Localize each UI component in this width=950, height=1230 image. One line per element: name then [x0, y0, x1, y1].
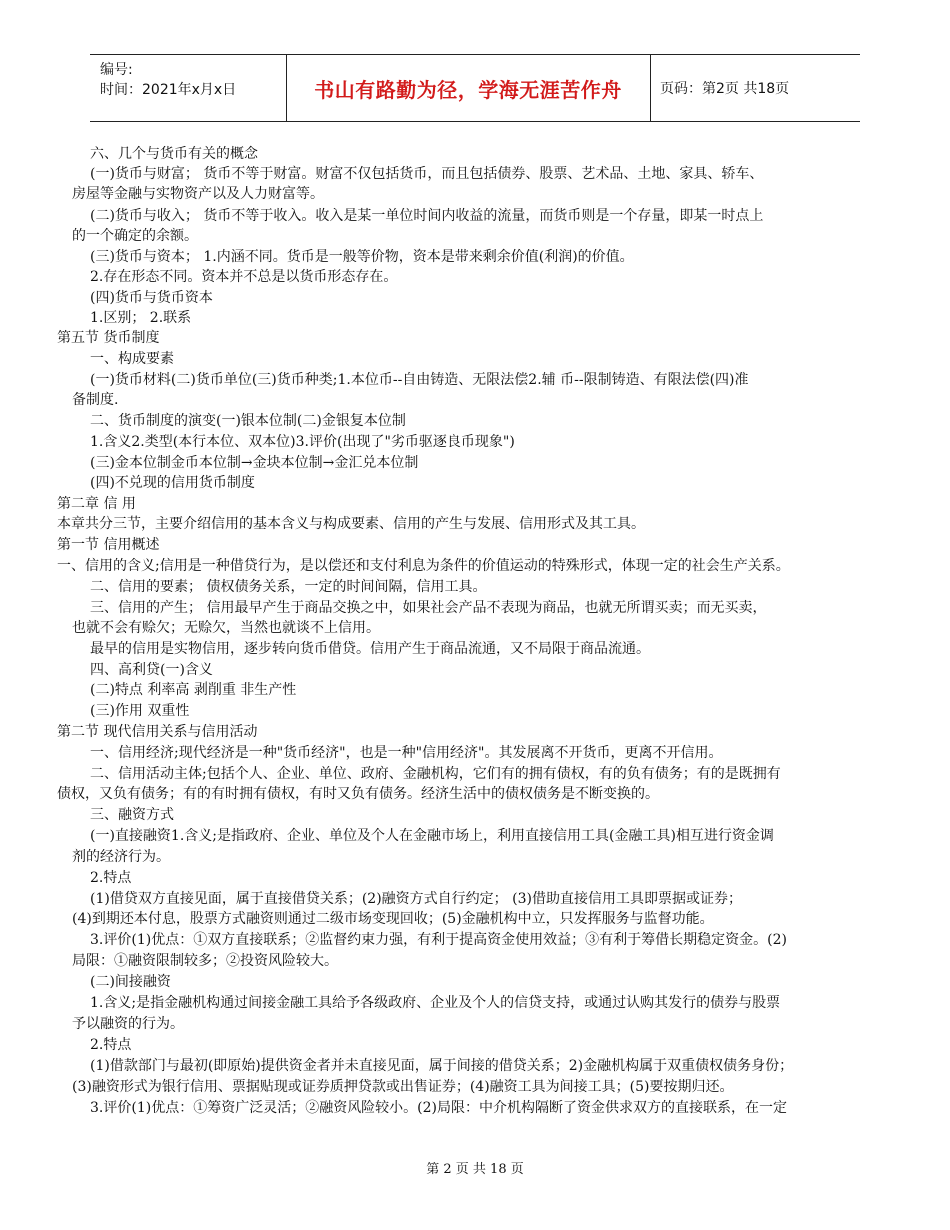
chapter-heading: 第二章 信 用 [57, 496, 136, 512]
section-heading: 第一节 信用概述 [57, 537, 160, 553]
text-line: (二)货币与收入； 货币不等于收入。收入是某一单位时间内收益的流量，而货币则是一个存量，即某一时点上 [90, 208, 764, 224]
text-line: (1)借贷双方直接见面，属于直接借贷关系；(2)融资方式自行约定； (3)借助直接信用工具即票据或证券； [90, 891, 742, 907]
time-label: 时间：2021年x月x日 [100, 82, 237, 98]
section-heading: 第五节 货币制度 [57, 330, 160, 346]
text-line: (一)货币材料(二)货币单位(三)货币种类;1.本位币--自由铸造、无限法偿2.辅 币--限制铸造、有限法偿(四)准 [90, 372, 749, 388]
text-line: 予以融资的行为。 [72, 1016, 184, 1032]
text-line: (1)借款部门与最初(即原始)提供资金者并未直接见面，属于间接的借贷关系；2)金融机构属于双重债权债务身份； [90, 1058, 794, 1074]
text-line: (二)间接融资 [90, 974, 171, 990]
motto-text: 书山有路勤为径，学海无涯苦作舟 [314, 77, 622, 102]
number-label: 编号: [100, 62, 133, 78]
text-line: (四)不兑现的信用货币制度 [90, 475, 255, 491]
section-heading: 第二节 现代信用关系与信用活动 [57, 724, 258, 740]
header-motto-cell [286, 55, 651, 121]
text-line: 1.区别； 2.联系 [90, 310, 192, 326]
header-page-cell [650, 55, 860, 121]
text-line: 二、信用的要素； 债权债务关系，一定的时间间隔，信用工具。 [90, 579, 487, 595]
text-line: 一、构成要素 [90, 351, 174, 367]
text-line: 3.评价(1)优点：①筹资广泛灵活；②融资风险较小。(2)局限：中介机构隔断了资金供求双方的直接联系，在一定 [90, 1100, 788, 1116]
text-line: 的一个确定的余额。 [72, 228, 198, 244]
text-line: (一)货币与财富； 货币不等于财富。财富不仅包括货币，而且包括债券、股票、艺术品、土地、家具、轿车、 [90, 166, 764, 182]
text-line: 也就不会有赊欠；无赊欠，当然也就谈不上信用。 [72, 620, 380, 636]
text-line: 债权，又负有债务；有的有时拥有债权，有时又负有债务。经济生活中的债权债务是不断变换的。 [57, 786, 659, 802]
text-line: 一、信用经济;现代经济是一种"货币经济"，也是一种"信用经济"。其发展离不开货币，更离不开信用。 [90, 745, 723, 761]
text-line: 局限：①融资限制较多；②投资风险较大。 [72, 953, 338, 969]
text-line: (二)特点 利率高 剥削重 非生产性 [90, 682, 297, 698]
text-line: 三、融资方式 [90, 807, 174, 823]
text-line: 剂的经济行为。 [72, 849, 170, 865]
page-header [90, 54, 860, 122]
text-line: 房屋等金融与实物资产以及人力财富等。 [72, 186, 324, 202]
page-number-label: 页码：第2页 共18页 [660, 81, 790, 97]
text-line: 1.含义;是指金融机构通过间接金融工具给予各级政府、企业及个人的信贷支持，或通过认购其发行的债券与股票 [90, 995, 781, 1011]
text-line: (三)作用 双重性 [90, 703, 190, 719]
text-line: 1.含义2.类型(本行本位、双本位)3.评价(出现了"劣币驱逐良币现象") [90, 434, 515, 450]
text-line: 2.存在形态不同。资本并不总是以货币形态存在。 [90, 269, 398, 285]
text-line: 本章共分三节，主要介绍信用的基本含义与构成要素、信用的产生与发展、信用形式及其工具。 [57, 516, 645, 532]
text-line: (3)融资形式为银行信用、票据贴现或证券质押贷款或出售证券；(4)融资工具为间接工具；(5)要按期归还。 [72, 1079, 734, 1095]
text-line: 2.特点 [90, 1037, 132, 1053]
text-line: (三)金本位制金币本位制→金块本位制→金汇兑本位制 [90, 455, 419, 471]
text-line: (一)直接融资1.含义;是指政府、企业、单位及个人在金融市场上，利用直接信用工具(金融工具)相互进行资金调 [90, 828, 774, 844]
text-line: 四、高利贷(一)含义 [90, 662, 213, 678]
text-line: (四)货币与货币资本 [90, 290, 213, 306]
text-line: 二、信用活动主体;包括个人、企业、单位、政府、金融机构，它们有的拥有债权，有的负有债务；有的是既拥有 [90, 766, 781, 782]
text-line: 三、信用的产生； 信用最早产生于商品交换之中，如果社会产品不表现为商品，也就无所谓买卖；而无买卖， [90, 600, 767, 616]
text-line: (4)到期还本付息，股票方式融资则通过二级市场变现回收；(5)金融机构中立，只发挥服务与监督功能。 [72, 911, 714, 927]
text-line: 3.评价(1)优点：①双方直接联系；②监督约束力强，有利于提高资金使用效益；③有利于筹借长期稳定资金。(2) [90, 932, 788, 948]
header-info-cell [90, 55, 287, 121]
text-line: 备制度. [72, 392, 119, 408]
text-line: 六、几个与货币有关的概念 [90, 146, 258, 162]
text-line: 一、信用的含义;信用是一种借贷行为，是以偿还和支付利息为条件的价值运动的特殊形式，体现一定的社会生产关系。 [57, 558, 790, 574]
text-line: 二、货币制度的演变(一)银本位制(二)金银复本位制 [90, 413, 406, 429]
page-footer: 第 2 页 共 18 页 [426, 1162, 524, 1177]
text-line: 最早的信用是实物信用，逐步转向货币借贷。信用产生于商品流通，又不局限于商品流通。 [90, 641, 650, 657]
text-line: (三)货币与资本； 1.内涵不同。货币是一般等价物，资本是带来剩余价值(利润)的价值。 [90, 249, 634, 265]
text-line: 2.特点 [90, 870, 132, 886]
